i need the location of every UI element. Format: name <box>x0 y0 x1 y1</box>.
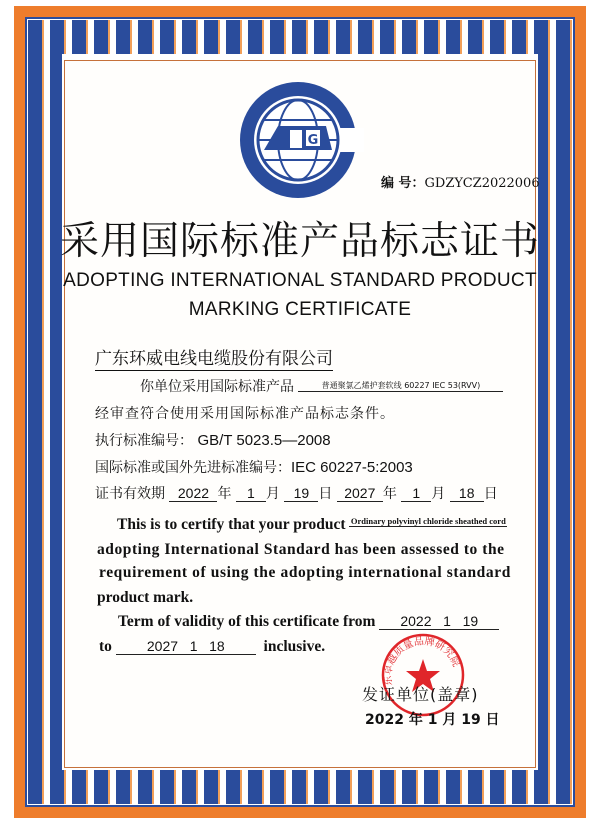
svg-text:东卓越质量品牌研究院: 东卓越质量品牌研究院 <box>382 636 462 687</box>
certificate-number: 编 号：GDZYCZ2022006 <box>381 176 540 191</box>
en-line2: adopting International Standard has been assessed to the <box>97 541 505 558</box>
standard-line: 执行标准编号： GB/T 5023.5—2008 <box>95 432 331 449</box>
product-name-en: Ordinary polyvinyl chloride sheathed cord <box>350 516 506 526</box>
issuer-label: 发证单位(盖章) <box>362 685 479 704</box>
en-line4: product mark. <box>97 589 194 606</box>
company-name: 广东环威电线电缆股份有限公司 <box>95 344 333 371</box>
conform-line: 经审查符合使用采用国际标准产品标志条件。 <box>95 406 395 422</box>
title-en-line2: MARKING CERTIFICATE <box>188 299 412 320</box>
en-to-line: to 2027 1 18 inclusive. <box>99 638 326 655</box>
en-term-line: Term of validity of this certificate from 2022 1 19 <box>118 613 499 631</box>
svg-text:G: G <box>307 133 319 148</box>
en-line3: requirement of using the adopting international standard <box>99 564 511 581</box>
en-certify-line: This is to certify that your product Ordinary polyvinyl chloride sheathed cord <box>117 516 506 533</box>
validity-line: 证书有效期 2022 年 1 月 19 日 2027 年 1 月 18 日 <box>95 485 498 502</box>
issue-date: 2022 年 1 月 19 日 <box>365 712 500 728</box>
csc-logo <box>234 78 364 203</box>
product-name-zh: 普通聚氯乙烯护套软线 60227 IEC 53(RVV) <box>298 380 503 392</box>
product-line: 你单位采用国际标准产品 普通聚氯乙烯护套软线 60227 IEC 53(RVV) <box>140 376 503 396</box>
intl-standard-line: 国际标准或国外先进标准编号：IEC 60227-5:2003 <box>95 459 413 476</box>
title-zh: 采用国际标准产品标志证书 <box>59 219 540 264</box>
official-seal <box>380 632 466 718</box>
title-en-line1: ADOPTING INTERNATIONAL STANDARD PRODUCT <box>63 270 537 291</box>
